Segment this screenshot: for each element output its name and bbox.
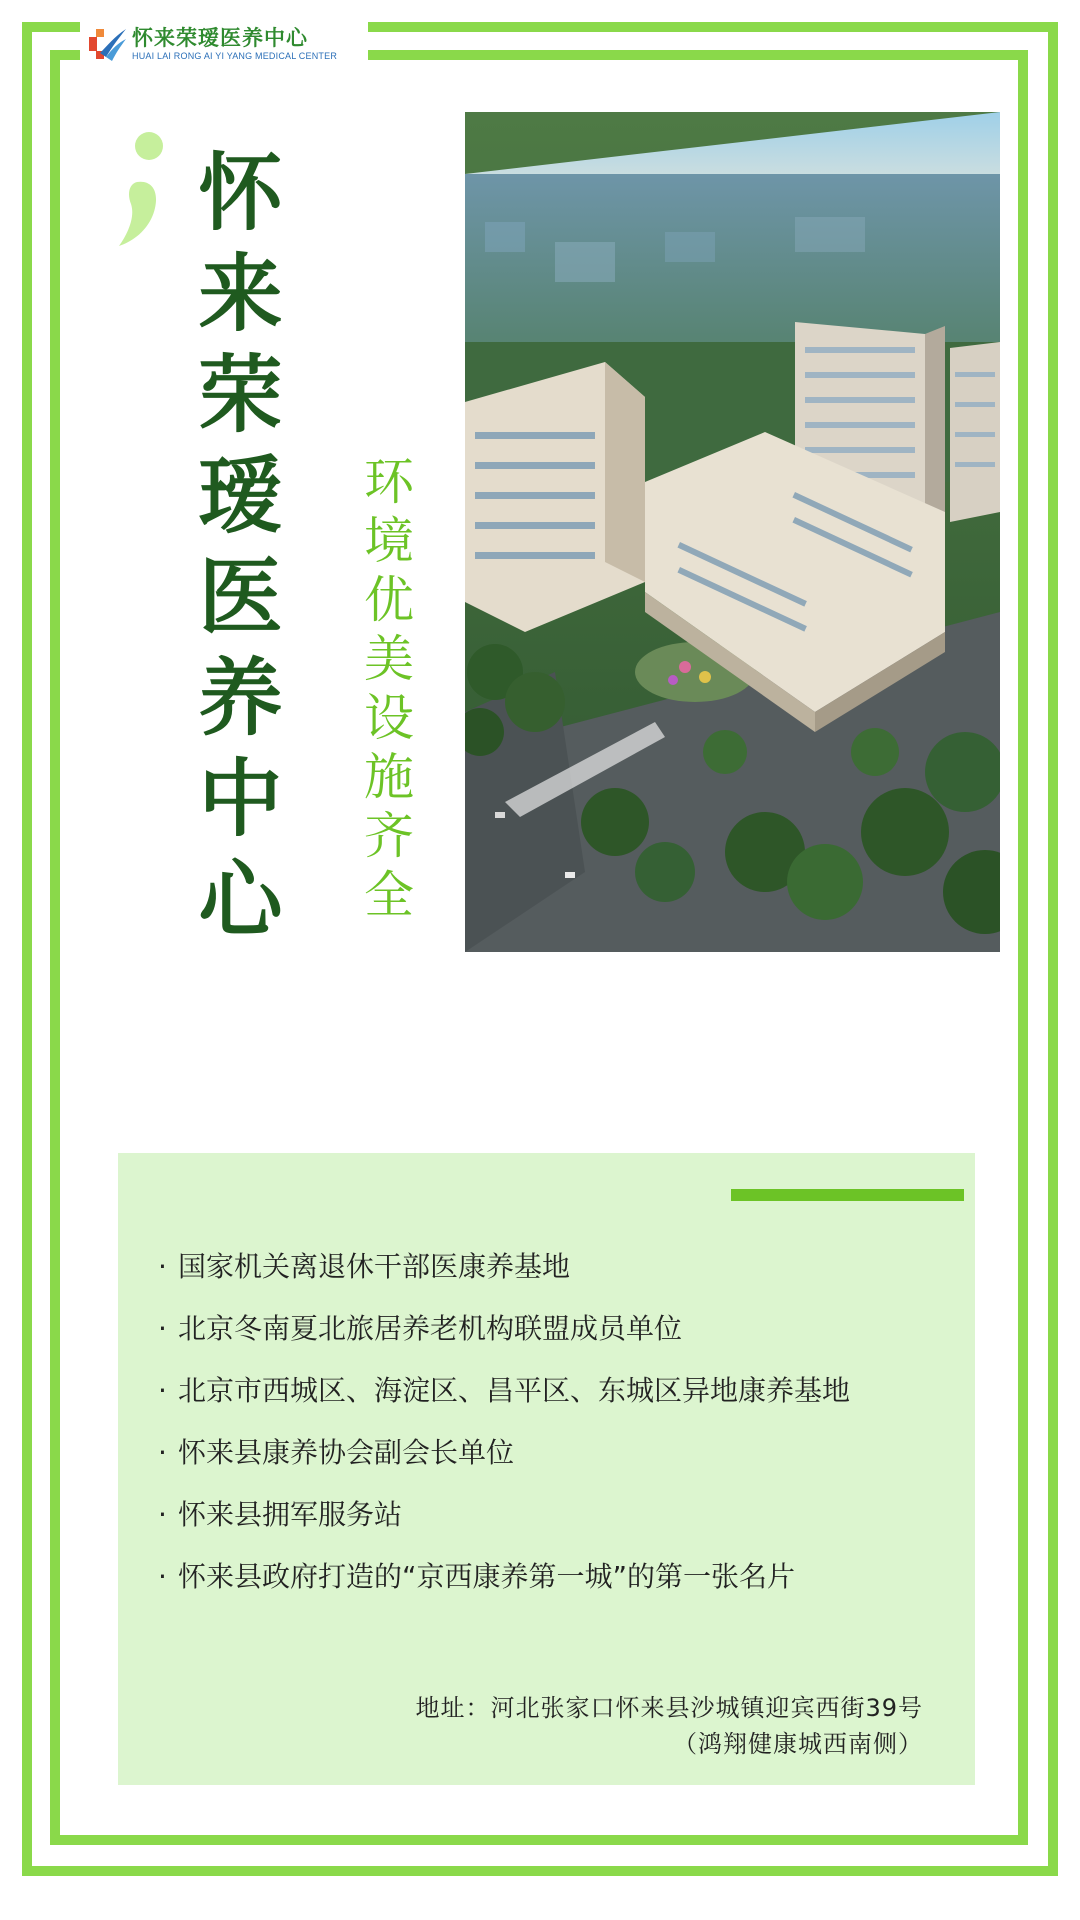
feature-text: 国家机关离退休干部医康养基地: [178, 1250, 571, 1283]
bullet: ·: [158, 1498, 167, 1531]
feature-text: 怀来县康养协会副会长单位: [178, 1436, 515, 1469]
feature-text: 北京市西城区、海淀区、昌平区、东城区异地康养基地: [178, 1374, 851, 1407]
feature-text: 北京冬南夏北旅居养老机构联盟成员单位: [178, 1312, 683, 1345]
list-item: [158, 1437, 850, 1499]
list-item: [158, 1561, 850, 1623]
page-subtitle: 环境优美设施齐全: [356, 455, 414, 927]
hospital-building-photo: [465, 112, 1000, 952]
info-panel: [118, 1153, 975, 1785]
feature-text: 怀来县政府打造的“京西康养第一城”的第一张名片: [178, 1560, 796, 1593]
address-note: （鸿翔健康城西南侧）: [673, 1730, 923, 1758]
list-item: [158, 1499, 850, 1561]
logo-name-en: HUAI LAI RONG AI YI YANG MEDICAL CENTER: [132, 51, 338, 61]
logo: [80, 18, 368, 70]
bullet: ·: [158, 1374, 167, 1407]
quote-mark-icon: [115, 128, 165, 248]
bullet: ·: [158, 1560, 167, 1593]
list-item: [158, 1313, 850, 1375]
list-item: [158, 1375, 850, 1437]
feature-list: [158, 1251, 850, 1623]
accent-bar: [731, 1189, 964, 1201]
medical-center-logo-icon: [86, 23, 128, 65]
feature-text: 怀来县拥军服务站: [178, 1498, 403, 1531]
address-block: [415, 1690, 923, 1762]
address-line: 地址：河北张家口怀来县沙城镇迎宾西街39号: [415, 1694, 923, 1722]
list-item: [158, 1251, 850, 1313]
logo-name-cn: 怀来荣瑷医养中心: [132, 25, 308, 50]
hospital-building-aerial-photo: [465, 112, 1000, 952]
bullet: ·: [158, 1250, 167, 1283]
bullet: ·: [158, 1436, 167, 1469]
bullet: ·: [158, 1312, 167, 1345]
page-title: 怀来荣瑷医养中心: [185, 148, 284, 956]
